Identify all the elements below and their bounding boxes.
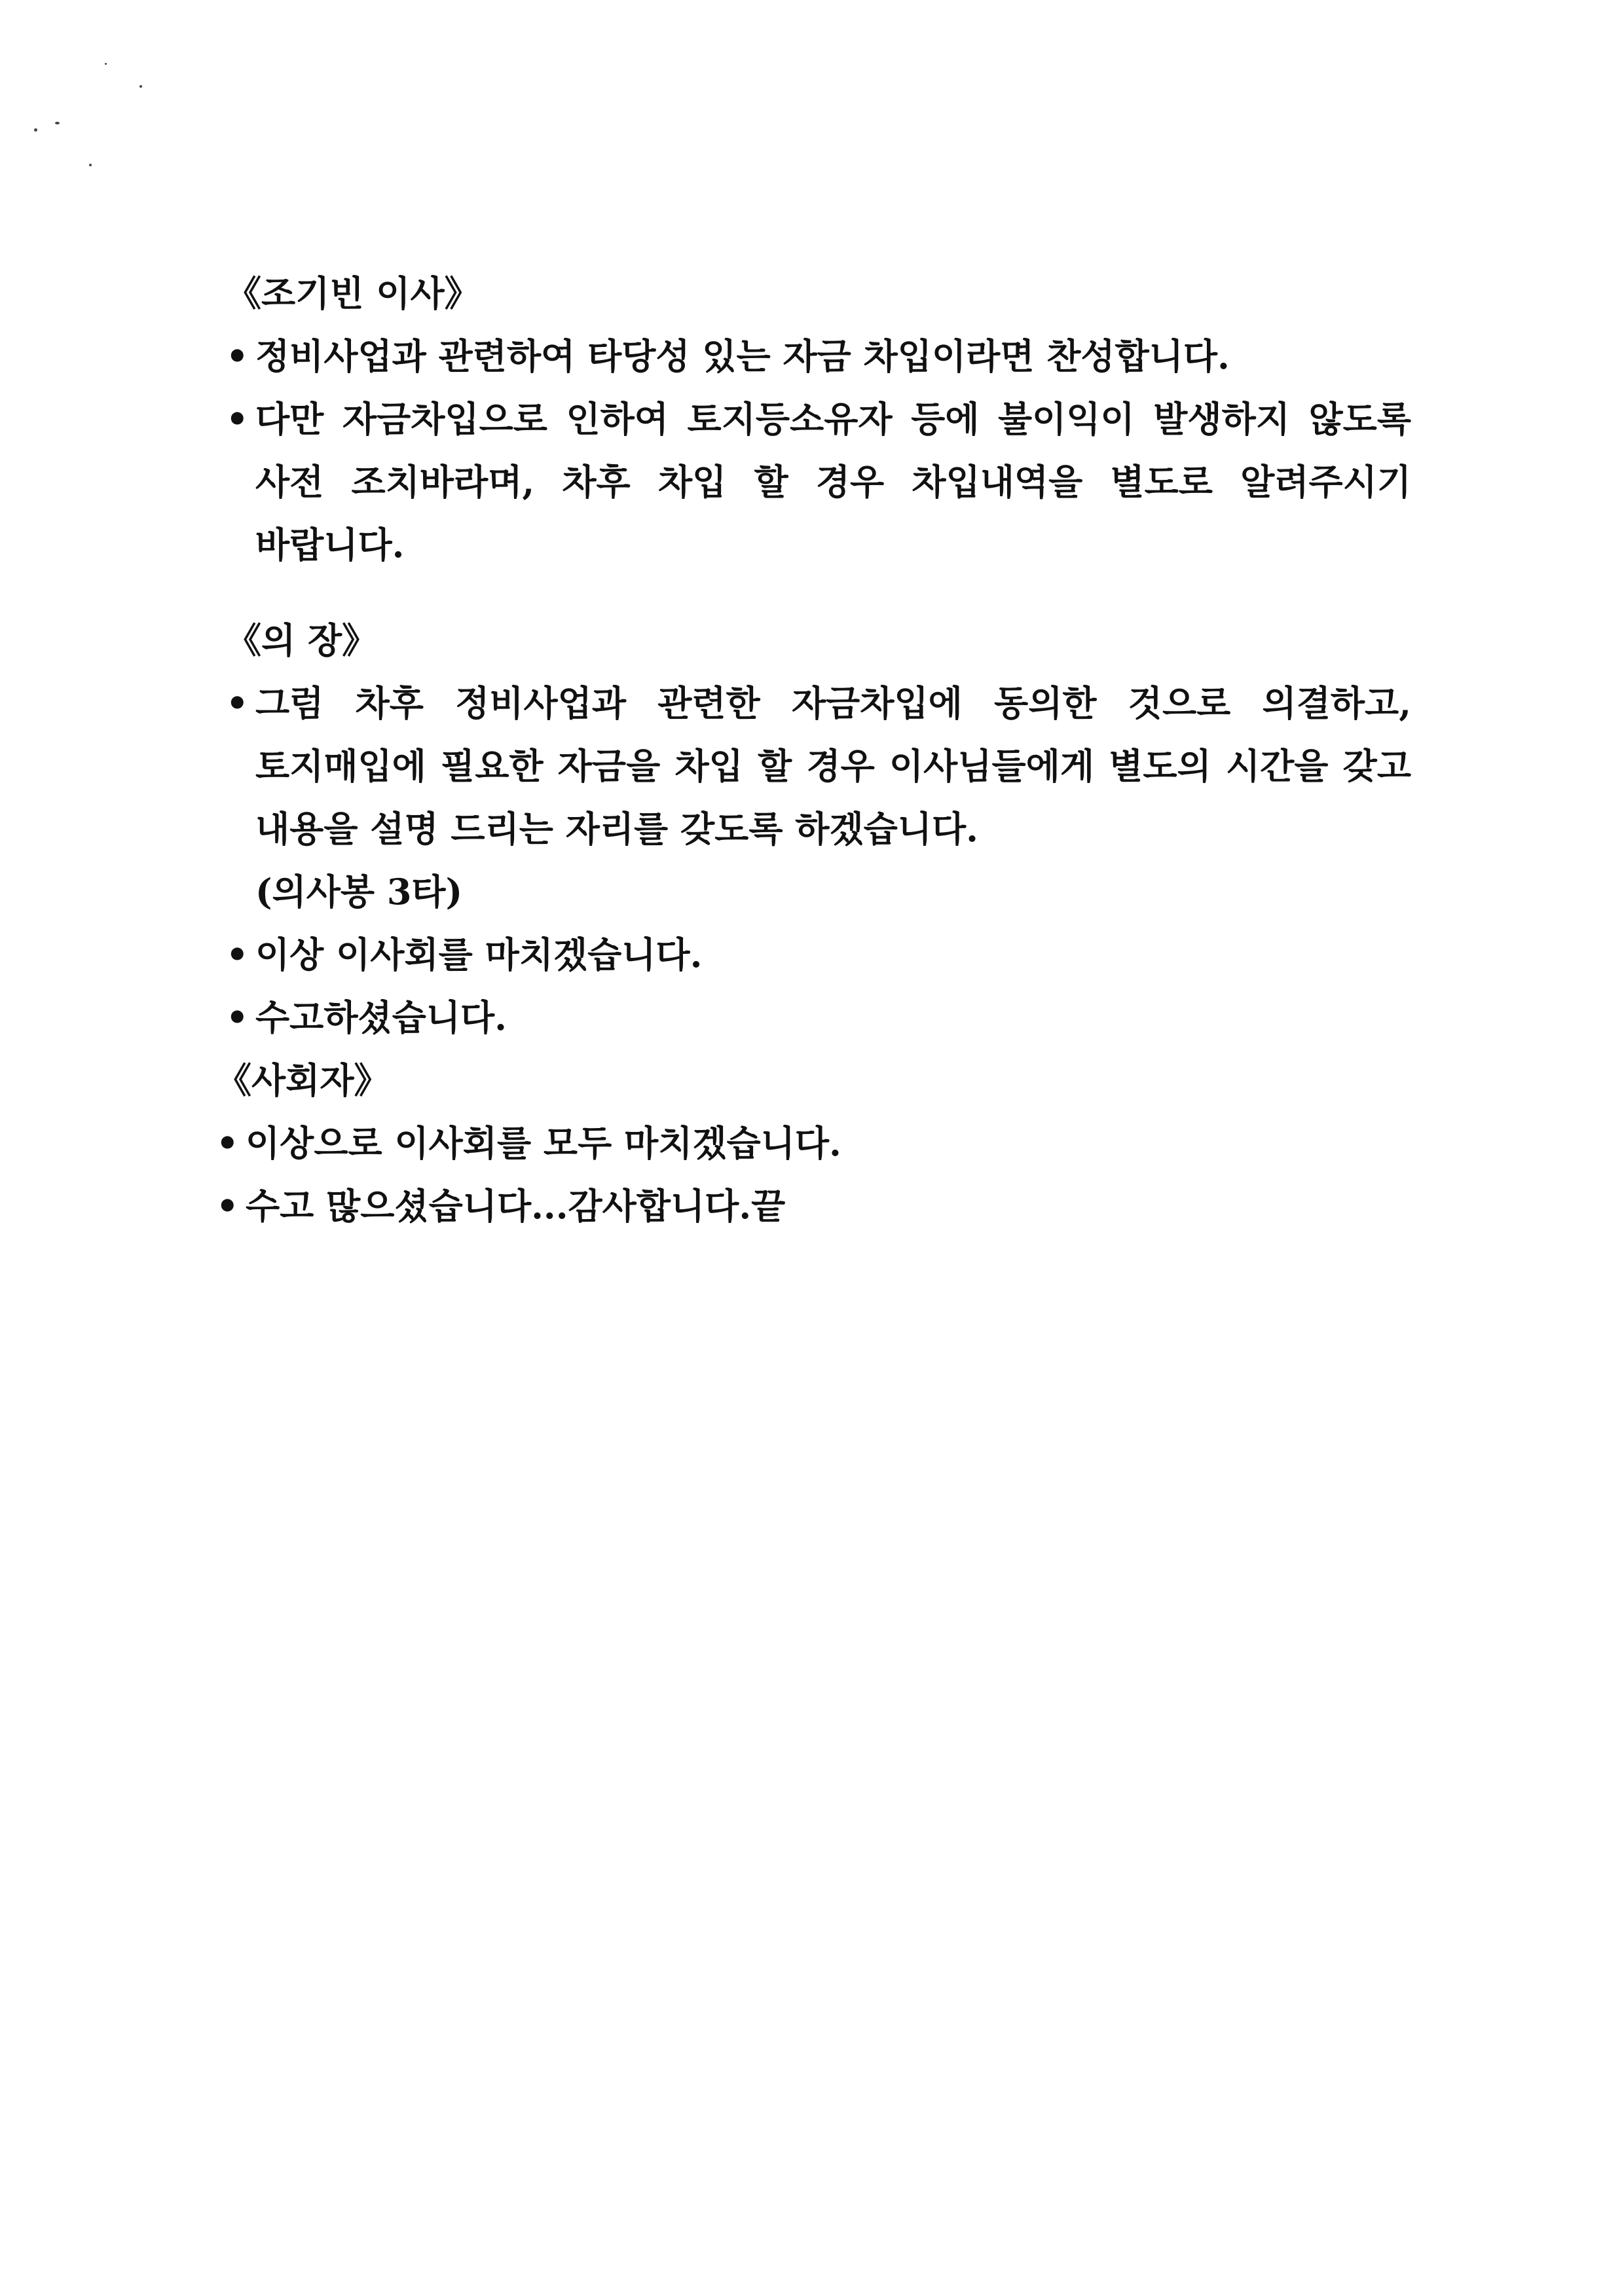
scan-speck bbox=[55, 122, 60, 124]
speaker-heading: 《조기빈 이사》 bbox=[226, 272, 480, 314]
bullet-icon: • bbox=[226, 682, 249, 724]
statement-item bbox=[226, 325, 1411, 388]
bullet-icon: • bbox=[226, 996, 249, 1038]
section-director-cho bbox=[226, 262, 1411, 576]
statement-text: 그럼 차후 정비사업과 관련한 자금차입에 동의한 것으로 의결하고, 토지매입에 필요한 자금을 차입 할 경우 이사님들에게 별도의 시간을 갖고 내용을 설명 드리는 자리를 갖도록 하겠습니다. bbox=[255, 682, 1411, 850]
scan-speck bbox=[139, 85, 142, 88]
bullet-icon: • bbox=[226, 335, 249, 377]
scan-speck bbox=[89, 164, 92, 166]
statement-item bbox=[216, 1175, 1388, 1237]
bullet-icon: • bbox=[216, 1185, 239, 1227]
statement-text: 이상으로 이사회를 모두 마치겠습니다. bbox=[246, 1122, 841, 1164]
statement-item bbox=[226, 388, 1411, 576]
statement-text: 수고 많으셨습니다...감사합니다.끝 bbox=[246, 1185, 786, 1227]
statement-item bbox=[216, 1112, 1388, 1175]
gavel-note: (의사봉 3타) bbox=[255, 871, 463, 913]
statement-text: 다만 자금차입으로 인하여 토지등소유자 등에 불이익이 발생하지 않도록 사전 조치바라며, 차후 차입 할 경우 차입내역을 별도로 알려주시기 바랍니다. bbox=[255, 398, 1411, 566]
statement-text: 이상 이사회를 마치겠습니다. bbox=[255, 934, 703, 975]
statement-text: 수고하셨습니다. bbox=[255, 996, 507, 1038]
statement-item bbox=[226, 923, 1411, 986]
statement-text: 정비사업과 관련하여 타당성 있는 자금 차입이라면 찬성합니다. bbox=[255, 335, 1230, 377]
speaker-heading: 《의 장》 bbox=[226, 619, 378, 661]
section-moderator bbox=[216, 1049, 1398, 1237]
scan-speck bbox=[34, 128, 37, 132]
bullet-icon: • bbox=[216, 1122, 239, 1164]
speaker-heading: 《사회자》 bbox=[216, 1059, 390, 1101]
scan-speck bbox=[105, 63, 107, 65]
statement-item bbox=[226, 672, 1411, 860]
statement-item bbox=[226, 986, 1411, 1049]
bullet-icon: • bbox=[226, 398, 249, 440]
bullet-icon: • bbox=[226, 934, 249, 975]
minutes-content bbox=[216, 262, 1411, 1237]
section-chairperson bbox=[226, 609, 1411, 1049]
